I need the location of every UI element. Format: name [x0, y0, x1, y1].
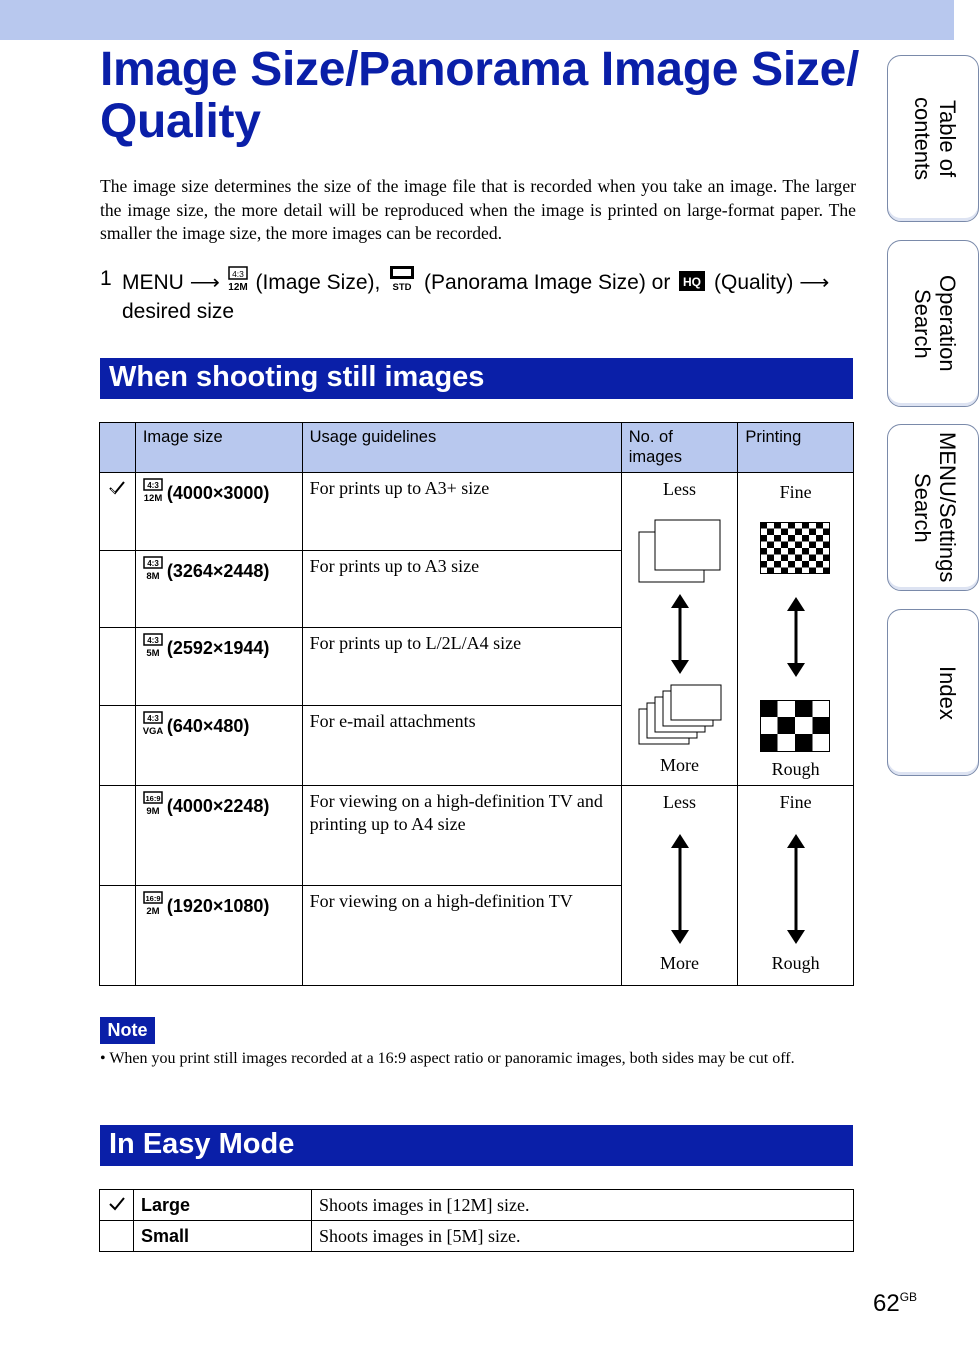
- easy-option-name: Large: [134, 1190, 312, 1221]
- svg-text:9M: 9M: [146, 806, 160, 817]
- fine-checker-icon: [760, 522, 830, 574]
- aspect-4-3-icon: [143, 711, 163, 736]
- svg-text:12M: 12M: [143, 493, 163, 504]
- size-cell: [135, 473, 302, 551]
- header-number: No. of images: [621, 423, 738, 473]
- size-cell: [135, 786, 302, 886]
- svg-text:8M: 8M: [146, 571, 160, 582]
- size-value: (4000×2248): [166, 796, 270, 816]
- size-cell: [135, 706, 302, 786]
- aspect-4-3-icon: [143, 478, 163, 503]
- rough-label: Rough: [771, 759, 820, 779]
- check-cell: [100, 886, 136, 986]
- size-value: (4000×3000): [166, 483, 270, 503]
- usage-cell: For viewing on a high-definition TV: [302, 886, 621, 986]
- usage-cell: For prints up to L/2L/A4 size: [302, 628, 621, 706]
- image-size-icon: [228, 266, 248, 292]
- aspect-16-9-icon: [143, 791, 163, 816]
- size-value: (3264×2448): [166, 561, 270, 581]
- easy-option-desc: Shoots images in [12M] size.: [312, 1190, 854, 1221]
- tab-label: Table of contents: [910, 96, 960, 181]
- double-arrow-icon: [784, 834, 808, 944]
- quality-icon: [678, 270, 706, 292]
- less-label: Less: [663, 792, 697, 812]
- tab-table-of-contents[interactable]: [887, 55, 979, 222]
- tab-menu-settings-search[interactable]: [887, 424, 979, 591]
- size-value: (1920×1080): [166, 896, 270, 916]
- step-end-label: desired size: [122, 300, 235, 323]
- easy-mode-table: [99, 1189, 854, 1252]
- svg-text:4:3: 4:3: [147, 481, 159, 490]
- tab-label: Index: [935, 665, 960, 720]
- check-cell: [100, 1221, 134, 1252]
- rough-label: Rough: [771, 953, 820, 973]
- table-row: [100, 473, 854, 551]
- fine-label: Fine: [779, 792, 812, 812]
- right-arrow-icon: ⟶: [189, 271, 220, 294]
- size-cell: [135, 628, 302, 706]
- tab-label: Operation Search: [910, 275, 960, 372]
- image-size-label: (Image Size),: [255, 271, 381, 294]
- few-images-icon: [638, 519, 722, 585]
- more-label: More: [660, 953, 700, 973]
- size-cell: [135, 551, 302, 628]
- printing-gauge-wide: [738, 786, 854, 986]
- svg-text:4:3: 4:3: [147, 714, 159, 723]
- less-label: Less: [663, 479, 697, 499]
- aspect-16-9-icon: [143, 891, 163, 916]
- more-label: More: [660, 755, 700, 775]
- still-image-table: [99, 422, 854, 986]
- top-band: [0, 0, 954, 40]
- table-row: [100, 1221, 854, 1252]
- svg-text:12M: 12M: [227, 282, 248, 293]
- usage-cell: For prints up to A3 size: [302, 551, 621, 628]
- intro-paragraph: The image size determines the size of the image file that is recorded when you take an image. The larger the image size, the more detail will be reproduced when the image is printed on large-format paper. The smaller the image size, the more images can be recorded.: [100, 176, 856, 243]
- default-checkmark-icon: [100, 473, 136, 551]
- quality-label: (Quality): [714, 271, 794, 294]
- double-arrow-icon: [668, 594, 692, 674]
- aspect-4-3-icon: [143, 556, 163, 581]
- default-checkmark-icon: [100, 1190, 134, 1221]
- many-images-icon: [638, 684, 722, 746]
- header-printing: Printing: [738, 423, 854, 473]
- tab-label: MENU/Settings Search: [910, 432, 960, 583]
- aspect-4-3-icon: [143, 633, 163, 658]
- check-cell: [100, 628, 136, 706]
- header-blank: [100, 423, 136, 473]
- page-title: Image Size/Panorama Image Size/ Quality: [100, 43, 860, 148]
- svg-text:2M: 2M: [146, 906, 160, 917]
- section-heading-easy: In Easy Mode: [100, 1125, 853, 1166]
- svg-text:STD: STD: [392, 282, 412, 293]
- easy-option-name: Small: [134, 1221, 312, 1252]
- double-arrow-icon: [784, 597, 808, 677]
- step-number: 1: [100, 267, 112, 290]
- page-number: $62^{GB}$: [873, 1290, 918, 1317]
- printing-gauge: [738, 473, 854, 786]
- size-value: (640×480): [166, 716, 250, 736]
- size-cell: [135, 886, 302, 986]
- tab-index[interactable]: [887, 609, 979, 776]
- number-of-images-gauge-wide: [621, 786, 738, 986]
- svg-text:4:3: 4:3: [147, 636, 159, 645]
- svg-text:HQ: HQ: [683, 275, 702, 289]
- table-row: [100, 786, 854, 886]
- section-heading-still: When shooting still images: [100, 358, 853, 399]
- number-of-images-gauge: [621, 473, 738, 786]
- svg-text:5M: 5M: [146, 648, 160, 659]
- svg-text:16:9: 16:9: [145, 794, 161, 803]
- check-cell: [100, 706, 136, 786]
- menu-label: MENU: [122, 271, 184, 294]
- svg-text:16:9: 16:9: [145, 894, 161, 903]
- note-badge: Note: [100, 1017, 155, 1044]
- header-image-size: Image size: [135, 423, 302, 473]
- easy-option-desc: Shoots images in [5M] size.: [312, 1221, 854, 1252]
- table-row: [100, 1190, 854, 1221]
- right-arrow-icon: ⟶: [799, 271, 830, 294]
- header-usage: Usage guidelines: [302, 423, 621, 473]
- usage-cell: For e-mail attachments: [302, 706, 621, 786]
- tab-operation-search[interactable]: [887, 240, 979, 407]
- panorama-size-icon: [388, 264, 416, 292]
- usage-cell: For viewing on a high-definition TV and printing up to A4 size: [302, 786, 621, 886]
- size-value: (2592×1944): [166, 638, 270, 658]
- svg-text:VGA: VGA: [142, 726, 164, 737]
- note-text: • When you print still images recorded at a 16:9 aspect ratio or panoramic images, both sides may be cut off.: [100, 1050, 795, 1067]
- svg-text:4:3: 4:3: [147, 559, 159, 568]
- double-arrow-icon: [668, 834, 692, 944]
- usage-cell: For prints up to A3+ size: [302, 473, 621, 551]
- panorama-size-label: (Panorama Image Size) or: [424, 271, 671, 294]
- rough-checker-icon: [760, 700, 830, 752]
- fine-label: Fine: [779, 482, 812, 502]
- check-cell: [100, 786, 136, 886]
- svg-text:4:3: 4:3: [231, 269, 244, 279]
- check-cell: [100, 551, 136, 628]
